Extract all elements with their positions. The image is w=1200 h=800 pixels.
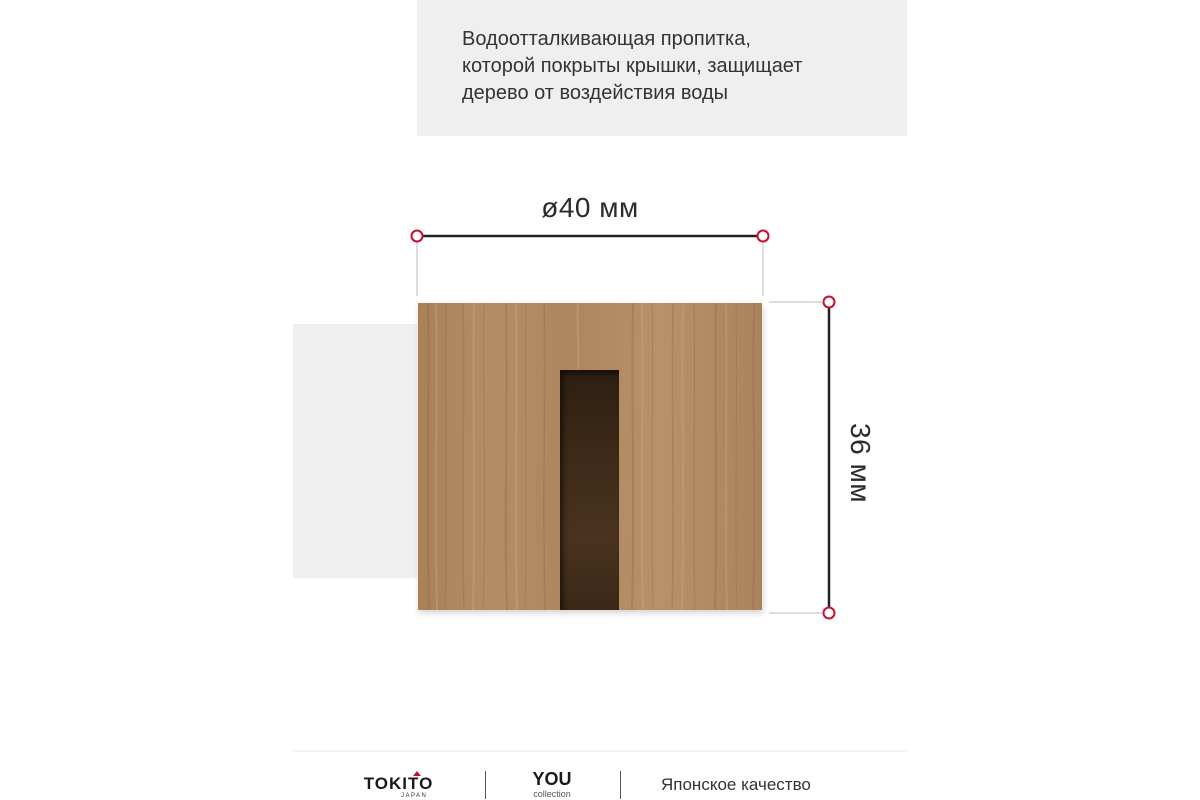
brand-name: TOKITO bbox=[363, 774, 434, 793]
footer-separator bbox=[620, 771, 621, 799]
width-marker-right bbox=[758, 231, 769, 242]
width-marker-left bbox=[412, 231, 423, 242]
description-line-1: Водоотталкивающая пропитка, bbox=[462, 28, 751, 50]
height-marker-bottom bbox=[824, 608, 835, 619]
footer bbox=[293, 760, 907, 800]
description-line-3: дерево от воздействия воды bbox=[462, 82, 728, 104]
width-label: ø40 мм bbox=[541, 192, 639, 223]
tagline: Японское качество bbox=[661, 775, 811, 794]
footer-divider bbox=[293, 750, 907, 752]
brand-subtitle: JAPAN bbox=[401, 793, 428, 799]
description-line-2: которой покрыты крышки, защищает bbox=[462, 55, 803, 77]
height-label: 36 мм bbox=[845, 423, 876, 503]
collection-name: YOU bbox=[532, 769, 572, 789]
tokito-logo-icon bbox=[351, 770, 446, 800]
collection-subtitle: collection bbox=[533, 789, 571, 799]
footer-separator bbox=[485, 771, 486, 799]
height-marker-top bbox=[824, 297, 835, 308]
collection-logo bbox=[521, 769, 583, 799]
